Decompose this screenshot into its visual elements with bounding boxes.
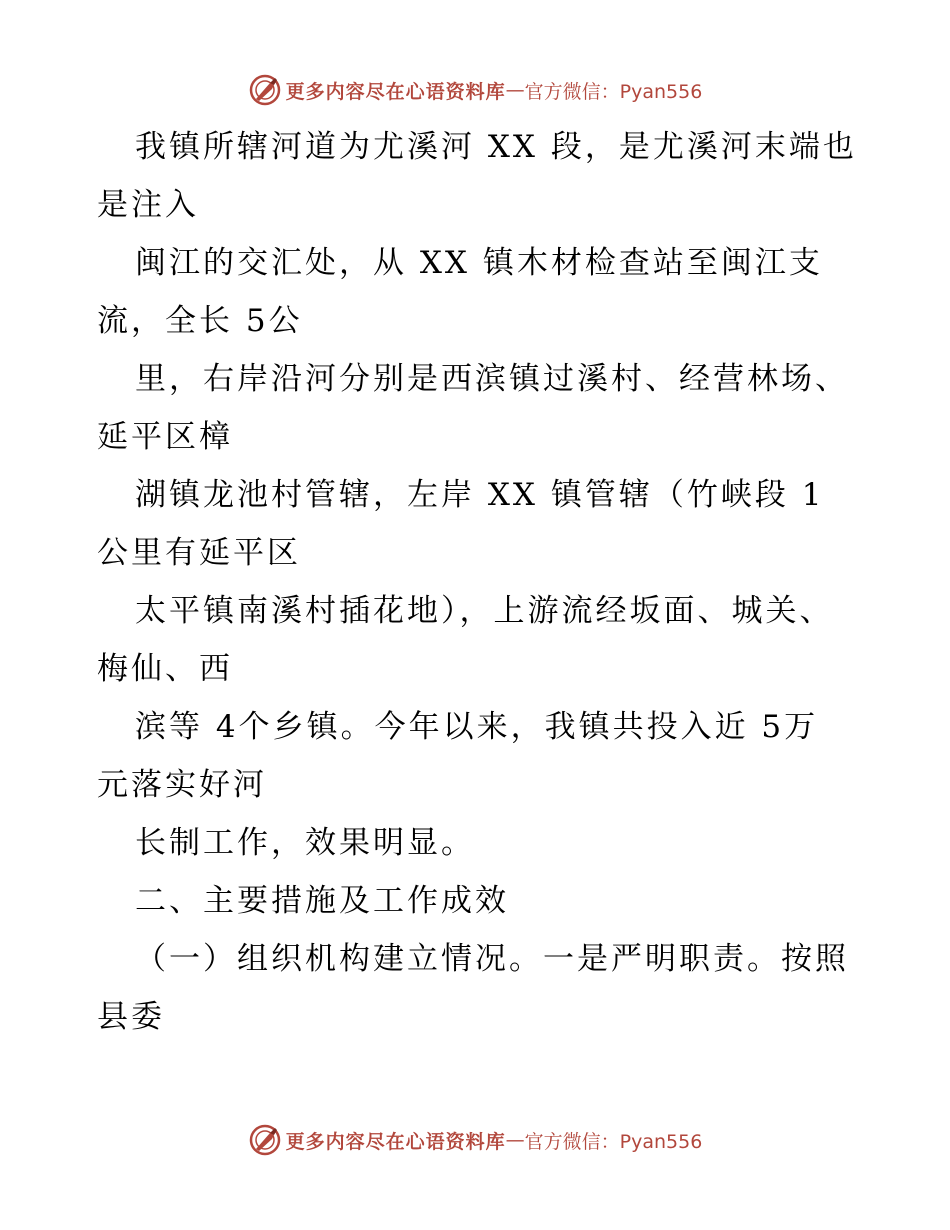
text-line: 闽江的交汇处，从 XX 镇木材检查站至闽江支 [135,245,823,281]
pen-nib-logo-icon [248,73,282,107]
text-line: 梅仙、西 [97,651,233,687]
text-line: 流，全长 5公 [97,303,303,339]
text-line: 湖镇龙池村管辖，左岸 XX 镇管辖（竹峡段 1 [135,477,825,513]
section-heading: 二、主要措施及工作成效 [135,883,509,919]
text-line: 太平镇南溪村插花地），上游流经坂面、城关、 [135,593,834,629]
text-line: 滨等 4个乡镇。今年以来，我镇共投入近 5万 [135,709,819,745]
document-body [97,118,867,1046]
text-line: 公里有延平区 [97,535,301,571]
text-line: 里，右岸沿河分别是西滨镇过溪村、经营林场、 [135,361,849,397]
banner-wechat: 官方微信：Pyan556 [524,80,703,103]
text-line: 延平区樟 [97,419,233,455]
text-line: 长制工作，效果明显。 [135,825,475,861]
banner-title: 更多内容尽在心语资料库 [285,1130,506,1153]
text-line: （一）组织机构建立情况。一是严明职责。按照 [135,941,849,977]
text-line: 元落实好河 [97,767,267,803]
banner-separator: — [505,79,525,101]
pen-nib-logo-icon [248,1123,282,1157]
header-banner [0,70,950,110]
banner-wechat: 官方微信：Pyan556 [524,1130,703,1153]
banner-title: 更多内容尽在心语资料库 [285,80,506,103]
text-line: 是注入 [97,187,199,223]
text-line: 我镇所辖河道为尤溪河 XX 段，是尤溪河末端也 [135,129,857,165]
text-line: 县委 [97,999,165,1035]
banner-separator: — [505,1129,525,1151]
footer-banner [0,1120,950,1160]
